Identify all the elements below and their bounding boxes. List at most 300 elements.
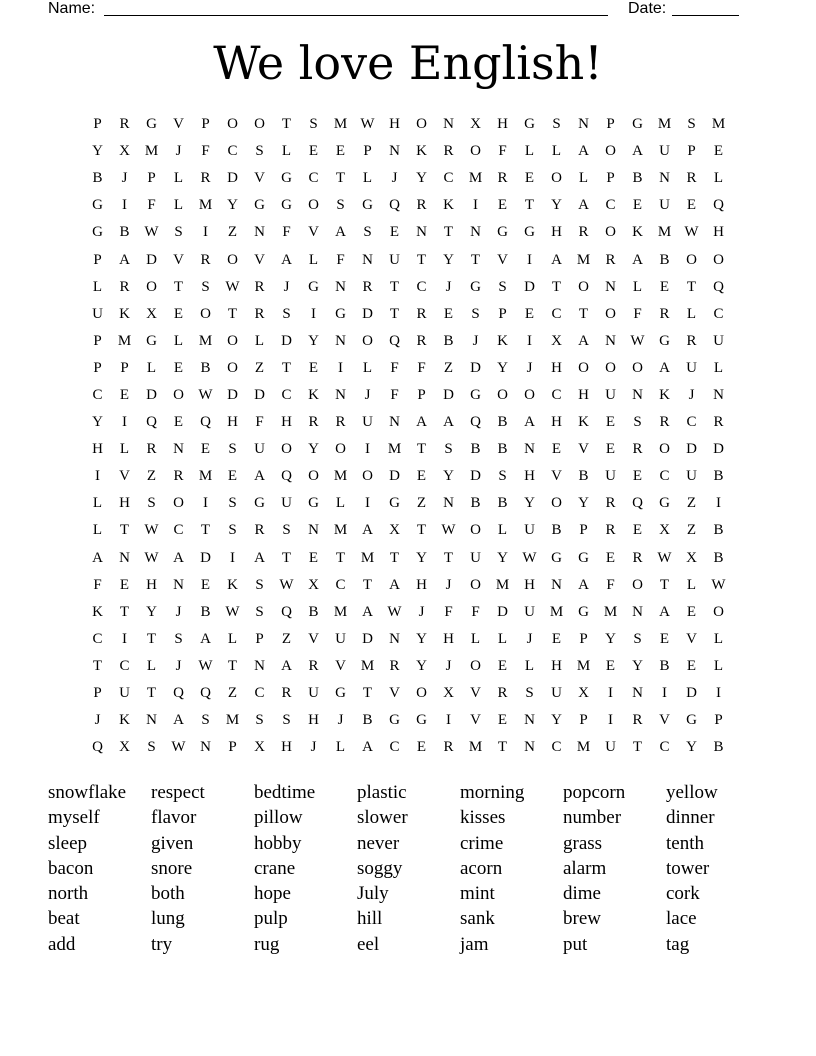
grid-letter: E	[497, 197, 508, 214]
grid-letter: Q	[632, 495, 643, 512]
grid-letter: J	[175, 143, 182, 160]
grid-letter: N	[713, 386, 724, 403]
grid-letter: L	[686, 305, 697, 322]
grid-letter: C	[335, 576, 346, 593]
grid-letter: S	[228, 441, 237, 458]
grid-letter: Y	[92, 414, 103, 431]
word-list-item: morning	[460, 782, 525, 803]
grid-letter: H	[308, 712, 319, 729]
word-list-item: crane	[254, 857, 296, 879]
grid-letter: S	[147, 739, 156, 756]
grid-letter: J	[391, 170, 398, 187]
grid-letter: R	[443, 143, 454, 160]
grid-letter: Y	[416, 549, 427, 566]
grid-letter: B	[659, 657, 670, 674]
grid-letter: U	[119, 685, 130, 702]
word-list	[48, 780, 769, 957]
grid-letter: W	[684, 224, 699, 241]
grid-letter: Q	[281, 603, 292, 620]
grid-letter: P	[579, 630, 588, 647]
grid-letter: O	[470, 576, 481, 593]
grid-letter: K	[578, 414, 589, 431]
grid-letter: T	[146, 630, 157, 647]
grid-letter: H	[119, 495, 130, 512]
grid-letter: P	[579, 522, 588, 539]
grid-letter: W	[144, 549, 159, 566]
grid-letter: I	[527, 332, 532, 349]
grid-letter: Z	[686, 495, 697, 512]
grid-letter: R	[605, 522, 616, 539]
grid-letter: C	[227, 143, 238, 160]
grid-letter: T	[335, 170, 346, 187]
grid-letter: R	[659, 414, 670, 431]
grid-letter: I	[608, 712, 613, 729]
grid-letter: H	[146, 576, 157, 593]
grid-letter: M	[576, 739, 591, 756]
word-list-item: yellow	[666, 782, 718, 803]
grid-letter: A	[389, 576, 400, 593]
grid-letter: V	[686, 630, 697, 647]
grid-letter: T	[443, 224, 454, 241]
word-list-item: tag	[666, 933, 690, 955]
grid-letter: D	[281, 332, 292, 349]
grid-letter: K	[119, 712, 130, 729]
grid-letter: G	[389, 495, 400, 512]
grid-letter: L	[254, 332, 265, 349]
grid-letter: L	[146, 359, 157, 376]
grid-letter: B	[713, 739, 724, 756]
grid-letter: R	[605, 495, 616, 512]
grid-letter: N	[605, 278, 616, 295]
grid-letter: O	[470, 657, 481, 674]
grid-letter: A	[659, 603, 670, 620]
grid-letter: V	[173, 116, 184, 133]
grid-letter: L	[146, 657, 157, 674]
grid-letter: Q	[389, 197, 400, 214]
word-list-item: pillow	[254, 807, 303, 829]
grid-letter: G	[551, 549, 562, 566]
grid-letter: T	[119, 603, 130, 620]
grid-letter: C	[659, 468, 670, 485]
word-list-item: dinner	[666, 807, 715, 829]
grid-letter: N	[173, 441, 184, 458]
grid-letter: T	[146, 685, 157, 702]
word-list-item: hill	[357, 908, 383, 930]
grid-letter: B	[497, 414, 508, 431]
grid-letter: G	[578, 603, 589, 620]
grid-letter: T	[416, 251, 427, 268]
grid-letter: D	[686, 441, 697, 458]
grid-letter: R	[659, 305, 670, 322]
grid-letter: C	[416, 278, 427, 295]
grid-letter: X	[308, 576, 319, 593]
grid-letter: H	[416, 576, 427, 593]
grid-letter: X	[254, 739, 265, 756]
grid-letter: U	[605, 386, 616, 403]
grid-letter: S	[309, 116, 318, 133]
grid-letter: L	[713, 630, 724, 647]
grid-letter: E	[524, 170, 535, 187]
grid-letter: K	[92, 603, 103, 620]
grid-letter: N	[524, 712, 535, 729]
grid-letter: H	[551, 414, 562, 431]
grid-letter: S	[444, 441, 453, 458]
grid-letter: W	[387, 603, 402, 620]
grid-letter: M	[549, 603, 564, 620]
grid-letter: L	[227, 630, 238, 647]
word-list-item: crime	[460, 832, 504, 854]
grid-letter: Q	[389, 332, 400, 349]
grid-letter: V	[470, 712, 481, 729]
grid-letter: O	[227, 359, 238, 376]
grid-letter: R	[254, 278, 265, 295]
grid-letter: O	[551, 170, 562, 187]
grid-letter: Z	[686, 522, 697, 539]
grid-letter: Y	[578, 495, 589, 512]
grid-letter: U	[470, 549, 481, 566]
grid-letter: U	[551, 685, 562, 702]
grid-letter: A	[362, 522, 373, 539]
grid-letter: L	[362, 170, 373, 187]
grid-letter: B	[470, 441, 481, 458]
grid-letter: W	[279, 576, 294, 593]
grid-letter: Z	[254, 359, 265, 376]
grid-letter: U	[686, 468, 697, 485]
grid-letter: M	[576, 251, 591, 268]
grid-letter: T	[416, 441, 427, 458]
grid-letter: A	[254, 549, 265, 566]
grid-letter: R	[713, 414, 724, 431]
grid-letter: I	[311, 305, 316, 322]
grid-letter: A	[578, 576, 589, 593]
grid-letter: I	[203, 224, 208, 241]
grid-letter: R	[335, 414, 346, 431]
word-list-item: jam	[460, 933, 489, 955]
word-list-item: given	[151, 832, 194, 854]
word-list-item: add	[48, 933, 76, 955]
grid-letter: J	[445, 657, 452, 674]
grid-letter: L	[281, 143, 292, 160]
word-list-item: never	[357, 832, 400, 854]
grid-letter: E	[605, 414, 616, 431]
grid-letter: R	[146, 441, 157, 458]
grid-letter: J	[175, 657, 182, 674]
grid-letter: T	[578, 305, 589, 322]
grid-letter: E	[389, 224, 400, 241]
grid-letter: P	[147, 170, 156, 187]
word-list-item: number	[563, 807, 622, 829]
grid-letter: D	[443, 386, 454, 403]
grid-letter: F	[471, 603, 480, 620]
grid-letter: J	[445, 278, 452, 295]
grid-letter: P	[606, 170, 615, 187]
grid-letter: R	[119, 116, 130, 133]
word-list-item: hope	[254, 883, 291, 905]
grid-letter: Q	[92, 739, 103, 756]
grid-letter: T	[281, 549, 292, 566]
grid-letter: E	[551, 441, 562, 458]
grid-letter: J	[337, 712, 344, 729]
grid-letter: A	[578, 332, 589, 349]
grid-letter: W	[144, 522, 159, 539]
grid-letter: O	[281, 441, 292, 458]
word-list-item: respect	[151, 782, 205, 803]
grid-letter: C	[281, 386, 292, 403]
grid-letter: E	[308, 359, 319, 376]
grid-letter: U	[92, 305, 103, 322]
grid-letter: R	[497, 170, 508, 187]
grid-letter: A	[551, 251, 562, 268]
grid-letter: B	[578, 468, 589, 485]
grid-letter: Y	[308, 441, 319, 458]
grid-letter: R	[308, 414, 319, 431]
grid-letter: N	[524, 441, 535, 458]
grid-letter: A	[578, 143, 589, 160]
grid-letter: L	[578, 170, 589, 187]
grid-letter: B	[713, 522, 724, 539]
grid-letter: M	[198, 468, 213, 485]
word-list-item: bacon	[48, 857, 94, 879]
grid-letter: R	[632, 441, 643, 458]
grid-letter: F	[417, 359, 426, 376]
grid-letter: S	[525, 685, 534, 702]
grid-letter: D	[146, 251, 157, 268]
grid-letter: O	[605, 359, 616, 376]
grid-letter: V	[119, 468, 130, 485]
grid-letter: A	[281, 251, 292, 268]
grid-letter: S	[228, 495, 237, 512]
grid-letter: O	[713, 603, 724, 620]
grid-letter: Z	[227, 685, 238, 702]
grid-letter: Y	[632, 657, 643, 674]
grid-letter: R	[497, 685, 508, 702]
grid-letter: M	[711, 116, 726, 133]
grid-letter: C	[119, 657, 130, 674]
grid-letter: G	[416, 712, 427, 729]
grid-letter: N	[470, 224, 481, 241]
grid-letter: Y	[92, 143, 103, 160]
grid-letter: P	[228, 739, 237, 756]
grid-letter: E	[632, 522, 643, 539]
grid-letter: R	[686, 170, 697, 187]
grid-letter: I	[122, 630, 127, 647]
grid-letter: N	[335, 278, 346, 295]
grid-letter: V	[470, 685, 481, 702]
grid-letter: B	[551, 522, 562, 539]
grid-letter: G	[146, 116, 157, 133]
grid-letter: M	[225, 712, 240, 729]
word-list-item: tower	[666, 857, 710, 879]
grid-letter: H	[281, 739, 292, 756]
grid-letter: U	[659, 197, 670, 214]
grid-letter: M	[468, 170, 483, 187]
grid-letter: R	[605, 251, 616, 268]
grid-letter: R	[686, 332, 697, 349]
grid-letter: T	[119, 522, 130, 539]
grid-letter: C	[92, 630, 103, 647]
grid-letter: L	[686, 576, 697, 593]
word-list-item: sank	[460, 908, 495, 930]
grid-letter: S	[174, 630, 183, 647]
grid-letter: S	[255, 576, 264, 593]
word-list-item: slower	[357, 807, 408, 829]
grid-letter: K	[497, 332, 508, 349]
grid-letter: B	[119, 224, 130, 241]
grid-letter: L	[362, 359, 373, 376]
grid-letter: N	[119, 549, 130, 566]
grid-letter: T	[686, 278, 697, 295]
grid-letter: T	[389, 305, 400, 322]
grid-letter: L	[713, 359, 724, 376]
grid-letter: P	[93, 332, 102, 349]
grid-letter: K	[416, 143, 427, 160]
word-list-item: rug	[254, 933, 280, 955]
grid-letter: Y	[551, 197, 562, 214]
grid-letter: R	[254, 305, 265, 322]
grid-letter: E	[227, 468, 238, 485]
grid-letter: L	[92, 278, 103, 295]
grid-letter: P	[120, 359, 129, 376]
grid-letter: F	[255, 414, 264, 431]
grid-letter: X	[659, 522, 670, 539]
grid-letter: D	[362, 630, 373, 647]
grid-letter: H	[281, 414, 292, 431]
word-list-item: put	[563, 933, 588, 955]
grid-letter: Y	[416, 170, 427, 187]
grid-letter: E	[308, 549, 319, 566]
grid-letter: M	[387, 441, 402, 458]
date-label: Date:	[628, 0, 667, 17]
word-list-item: July	[357, 883, 389, 905]
grid-letter: T	[362, 576, 373, 593]
grid-letter: C	[713, 305, 724, 322]
grid-letter: N	[146, 712, 157, 729]
grid-letter: S	[228, 522, 237, 539]
grid-letter: A	[362, 739, 373, 756]
grid-letter: A	[173, 549, 184, 566]
grid-letter: B	[308, 603, 319, 620]
grid-letter: K	[308, 386, 319, 403]
grid-letter: C	[551, 739, 562, 756]
grid-letter: U	[686, 359, 697, 376]
grid-letter: V	[389, 685, 400, 702]
grid-letter: P	[579, 712, 588, 729]
grid-letter: F	[147, 197, 156, 214]
grid-letter: P	[714, 712, 723, 729]
grid-letter: O	[605, 143, 616, 160]
grid-letter: N	[362, 251, 373, 268]
grid-letter: T	[92, 657, 103, 674]
grid-letter: L	[551, 143, 562, 160]
grid-letter: J	[688, 386, 695, 403]
grid-letter: X	[470, 116, 481, 133]
grid-letter: I	[95, 468, 100, 485]
grid-letter: T	[173, 278, 184, 295]
grid-letter: L	[470, 630, 481, 647]
grid-letter: T	[524, 197, 535, 214]
grid-letter: W	[360, 116, 375, 133]
grid-letter: B	[200, 359, 211, 376]
grid-letter: T	[632, 739, 643, 756]
grid-letter: O	[308, 468, 319, 485]
word-list-item: beat	[48, 908, 80, 930]
grid-letter: Y	[416, 630, 427, 647]
grid-letter: Q	[200, 685, 211, 702]
grid-letter: W	[144, 224, 159, 241]
word-list-item: snowflake	[48, 782, 127, 803]
grid-letter: G	[524, 224, 535, 241]
grid-letter: I	[365, 495, 370, 512]
grid-letter: I	[365, 441, 370, 458]
grid-letter: I	[230, 549, 235, 566]
grid-letter: L	[713, 170, 724, 187]
grid-letter: A	[281, 657, 292, 674]
grid-letter: S	[255, 712, 264, 729]
grid-letter: G	[308, 278, 319, 295]
grid-letter: P	[498, 305, 507, 322]
grid-letter: E	[686, 603, 697, 620]
grid-letter: Y	[497, 359, 508, 376]
grid-letter: S	[633, 414, 642, 431]
grid-letter: N	[443, 495, 454, 512]
grid-letter: F	[390, 386, 399, 403]
grid-letter: T	[416, 522, 427, 539]
grid-letter: E	[659, 630, 670, 647]
grid-letter: N	[335, 332, 346, 349]
grid-letter: A	[200, 630, 211, 647]
grid-letter: P	[93, 116, 102, 133]
grid-letter: X	[119, 739, 130, 756]
grid-letter: N	[578, 116, 589, 133]
grid-letter: T	[227, 657, 238, 674]
grid-letter: N	[173, 576, 184, 593]
grid-letter: I	[446, 712, 451, 729]
grid-letter: M	[144, 143, 159, 160]
grid-letter: Z	[146, 468, 157, 485]
name-blank-line	[104, 15, 608, 16]
grid-letter: O	[497, 386, 508, 403]
grid-letter: S	[498, 278, 507, 295]
grid-letter: Y	[551, 712, 562, 729]
grid-letter: E	[173, 414, 184, 431]
grid-letter: G	[470, 386, 481, 403]
grid-letter: L	[497, 522, 508, 539]
grid-letter: N	[443, 116, 454, 133]
grid-letter: E	[686, 197, 697, 214]
grid-letter: I	[473, 197, 478, 214]
grid-letter: B	[200, 603, 211, 620]
word-list-item: flavor	[151, 807, 197, 829]
grid-letter: C	[254, 685, 265, 702]
grid-letter: O	[335, 441, 346, 458]
grid-letter: N	[632, 603, 643, 620]
grid-letter: I	[716, 685, 721, 702]
grid-letter: V	[335, 657, 346, 674]
grid-letter: L	[92, 495, 103, 512]
grid-letter: S	[201, 712, 210, 729]
grid-letter: A	[416, 414, 427, 431]
grid-letter: H	[524, 468, 535, 485]
grid-letter: U	[524, 522, 535, 539]
grid-letter: G	[254, 495, 265, 512]
grid-letter: A	[119, 251, 130, 268]
word-list-item: soggy	[357, 857, 403, 879]
grid-letter: O	[200, 305, 211, 322]
word-list-item: both	[151, 883, 185, 905]
grid-letter: A	[632, 143, 643, 160]
grid-letter: O	[470, 522, 481, 539]
grid-letter: U	[659, 143, 670, 160]
